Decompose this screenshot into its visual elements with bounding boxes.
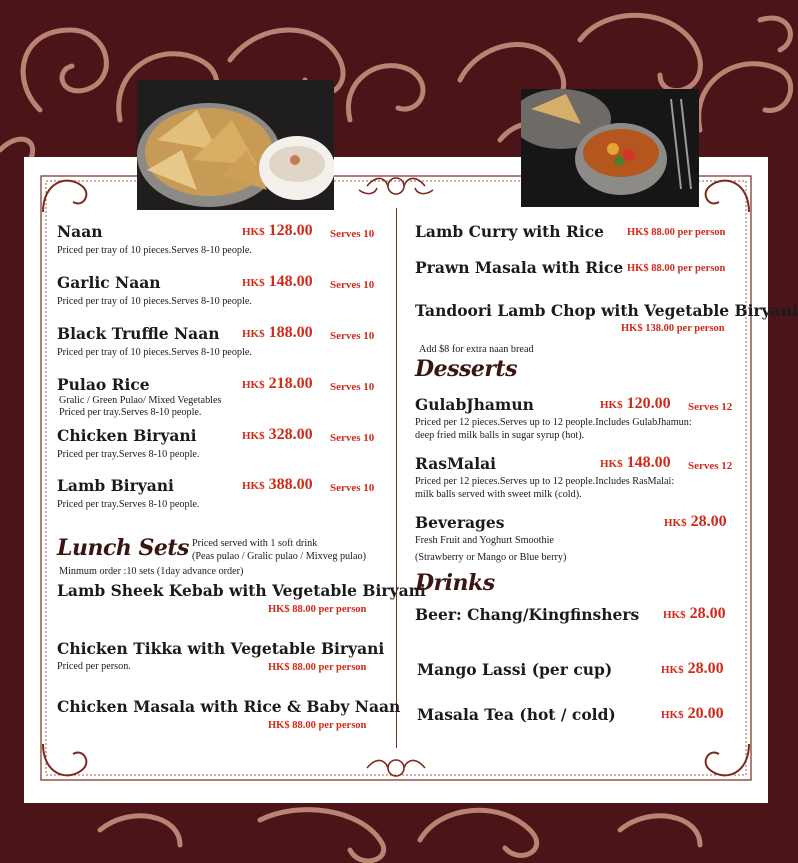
dessert-price: HK$ 148.00	[600, 454, 671, 471]
extra-naan-note: Add $8 for extra naan bread	[419, 344, 534, 355]
beverages-price: HK$ 28.00	[664, 513, 727, 530]
lunch-note: (Peas pulao / Gralic pulao / Mixveg pulao)	[192, 551, 366, 562]
drink-name: Mango Lassi (per cup)	[417, 660, 613, 679]
menu-item-price: HK$ 388.00	[242, 476, 313, 493]
menu-item-serves: Serves 10	[330, 381, 375, 393]
dessert-desc-line2: deep fried milk balls in sugar syrup (hot).	[415, 430, 585, 441]
set-item-price: HK$ 88.00 per person	[627, 227, 726, 238]
menu-item-name: Pulao Rice	[57, 375, 150, 394]
menu-item-serves: Serves 10	[330, 482, 375, 494]
set-item-price: HK$ 88.00 per person	[627, 263, 726, 274]
menu-item-serves: Serves 10	[330, 279, 375, 291]
menu-item-price: HK$ 148.00	[242, 273, 313, 290]
menu-item-name: Lamb Biryani	[57, 476, 174, 495]
drink-name: Beer: Chang/Kingfinshers	[415, 605, 640, 624]
dessert-name: GulabJhamun	[415, 395, 534, 414]
menu-item-name: Chicken Biryani	[57, 426, 197, 445]
beverages-desc-line2: (Strawberry or Mango or Blue berry)	[415, 552, 567, 563]
dessert-price: HK$ 120.00	[600, 395, 671, 412]
drink-price: HK$ 28.00	[663, 605, 726, 622]
lunch-note: Minmum order :10 sets (1day advance order)	[59, 566, 244, 577]
menu-item-serves: Serves 10	[330, 228, 375, 240]
set-item-name: Prawn Masala with Rice	[415, 258, 624, 277]
drink-name: Masala Tea (hot / cold)	[417, 705, 616, 724]
menu-item-name: Naan	[57, 222, 103, 241]
menu-item-serves: Serves 10	[330, 432, 375, 444]
lunch-item-name: Lamb Sheek Kebab with Vegetable Biryani	[57, 581, 426, 600]
menu-item-desc: Priced per tray of 10 pieces.Serves 8-10 people.	[57, 296, 252, 307]
drinks-heading: Drinks	[415, 570, 495, 596]
lunch-note: Priced served with 1 soft drink	[192, 538, 318, 549]
beverages-desc: Fresh Fruit and Yoghurt Smoothie	[415, 535, 554, 546]
drink-price: HK$ 20.00	[661, 705, 724, 722]
desserts-heading: Desserts	[415, 356, 517, 382]
naan-photo	[137, 80, 334, 210]
dessert-serves: Serves 12	[688, 401, 733, 413]
menu-item-price: HK$ 218.00	[242, 375, 313, 392]
lunch-item-desc: Priced per person.	[57, 661, 131, 672]
dessert-serves: Serves 12	[688, 460, 733, 472]
lunch-item-name: Chicken Masala with Rice & Baby Naan	[57, 697, 401, 716]
menu-item-price: HK$ 128.00	[242, 222, 313, 239]
dessert-desc: Priced per 12 pieces.Serves up to 12 people.Includes RasMalai:	[415, 476, 675, 487]
menu-item-desc: Priced per tray of 10 pieces.Serves 8-10 people.	[57, 245, 252, 256]
menu-item-desc: Priced per tray.Serves 8-10 people.	[57, 499, 200, 510]
set-item-price: HK$ 138.00 per person	[621, 323, 725, 334]
curry-photo	[521, 89, 699, 207]
menu-item-desc: Priced per tray.Serves 8-10 people.	[57, 449, 200, 460]
set-item-name: Lamb Curry with Rice	[415, 222, 605, 241]
set-item-name: Tandoori Lamb Chop with Vegetable Biryani	[415, 301, 798, 320]
drink-price: HK$ 28.00	[661, 660, 724, 677]
lunch-item-price: HK$ 88.00 per person	[268, 604, 367, 615]
menu-item-price: HK$ 328.00	[242, 426, 313, 443]
lunch-item-price: HK$ 88.00 per person	[268, 720, 367, 731]
column-divider	[396, 208, 397, 748]
menu-item-name: Garlic Naan	[57, 273, 161, 292]
lunch-item-price: HK$ 88.00 per person	[268, 662, 367, 673]
menu-item-name: Black Truffle Naan	[57, 324, 220, 343]
dessert-desc: Priced per 12 pieces.Serves up to 12 people.Includes GulabJhamun:	[415, 417, 692, 428]
lunch-item-name: Chicken Tikka with Vegetable Biryani	[57, 639, 385, 658]
dessert-name: RasMalai	[415, 454, 497, 473]
beverages-name: Beverages	[415, 513, 505, 532]
lunch-sets-heading: Lunch Sets	[57, 535, 189, 561]
menu-item-price: HK$ 188.00	[242, 324, 313, 341]
menu-item-desc: Priced per tray of 10 pieces.Serves 8-10 people.	[57, 347, 252, 358]
menu-item-desc: Gralic / Green Pulao/ Mixed Vegetables	[59, 395, 222, 406]
menu-item-serves: Serves 10	[330, 330, 375, 342]
menu-item-desc-line2: Priced per tray.Serves 8-10 people.	[59, 407, 202, 418]
dessert-desc-line2: milk balls served with sweet milk (cold).	[415, 489, 582, 500]
